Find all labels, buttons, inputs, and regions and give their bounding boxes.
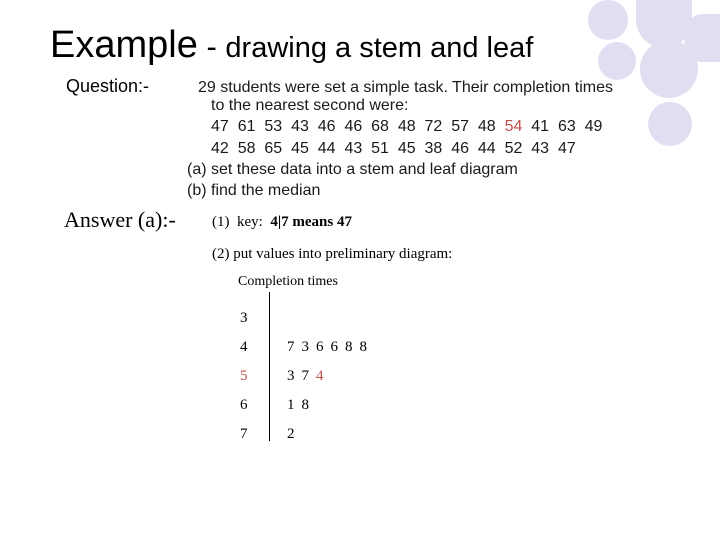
data-values-part-2: 41 63 49 xyxy=(522,118,603,135)
question-part-a: (a) set these data into a stem and leaf diagram xyxy=(187,161,518,178)
title-main: Example xyxy=(50,24,198,66)
leaf-value: 8 xyxy=(345,339,353,355)
key-definition: 4|7 means 47 xyxy=(270,214,352,230)
answer-step-1 xyxy=(212,214,352,231)
stem-value: 6 xyxy=(240,397,248,413)
stem-value: 3 xyxy=(240,310,248,326)
stem-value: 5 xyxy=(240,368,248,384)
question-part-b: (b) find the median xyxy=(187,182,321,199)
leaf-value: 3 xyxy=(287,368,295,384)
leaf-value: 8 xyxy=(359,339,367,355)
highlighted-value: 54 xyxy=(504,118,523,135)
decorative-circle xyxy=(598,42,636,80)
leaf-value: 3 xyxy=(301,339,309,355)
stem-leaf-divider xyxy=(269,292,270,441)
decorative-circle xyxy=(588,0,628,40)
stem-value: 4 xyxy=(240,339,248,355)
leaf-value: 6 xyxy=(316,339,324,355)
leaf-value: 2 xyxy=(287,426,295,442)
question-label: Question:- xyxy=(66,76,150,96)
stem-value: 7 xyxy=(240,426,248,442)
question-line-2: to the nearest second were: xyxy=(211,97,409,114)
decorative-circle xyxy=(684,14,720,62)
step-1-prefix: (1) key: xyxy=(212,214,271,230)
diagram-title: Completion times xyxy=(238,274,338,289)
leaf-value: 6 xyxy=(330,339,338,355)
question-line-3 xyxy=(211,118,602,136)
data-values-part-1: 47 61 53 43 46 46 68 48 72 57 48 xyxy=(211,118,505,135)
leaf-value: 4 xyxy=(316,368,324,384)
leaf-value: 7 xyxy=(287,339,295,355)
page-title xyxy=(50,24,533,67)
question-line-4: 42 58 65 45 44 43 51 45 38 46 44 52 43 47 xyxy=(211,140,576,157)
answer-step-2: (2) put values into preliminary diagram: xyxy=(212,246,453,262)
title-separator: - xyxy=(197,29,226,64)
decorative-circle xyxy=(648,102,692,146)
answer-label: Answer (a):- xyxy=(64,207,176,232)
leaf-value: 1 xyxy=(287,397,295,413)
leaf-value: 7 xyxy=(301,368,309,384)
title-subtitle: drawing a stem and leaf xyxy=(225,32,534,64)
leaf-value: 8 xyxy=(301,397,309,413)
question-line-1: 29 students were set a simple task. Their completion times xyxy=(198,79,613,96)
